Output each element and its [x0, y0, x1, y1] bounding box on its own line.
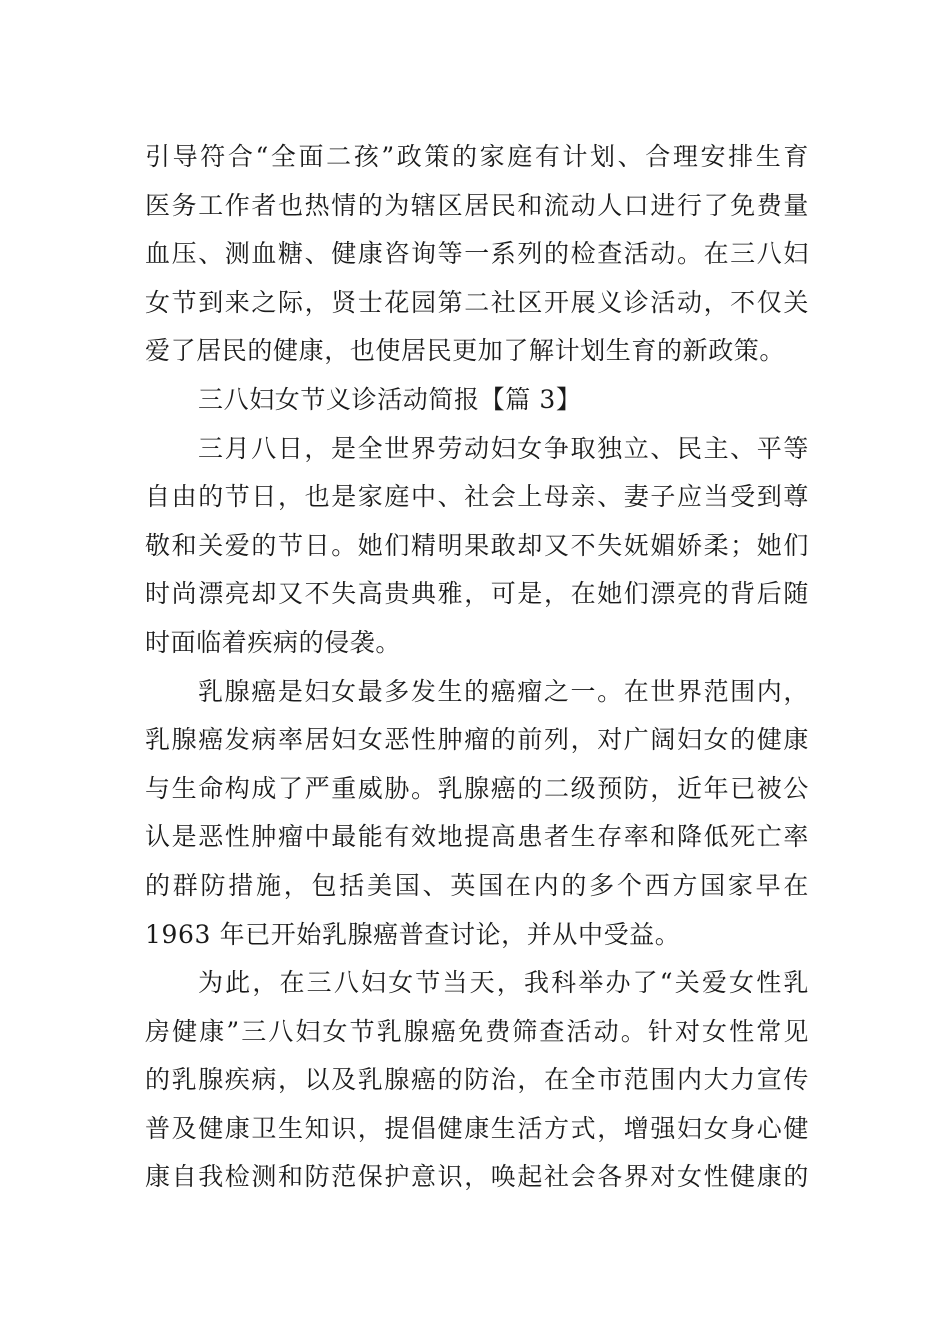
text-line: 1963 年已开始乳腺癌普查讨论，并从中受益。 — [145, 919, 681, 949]
text-line: 爱了居民的健康，也使居民更加了解计划生育的新政策。 — [145, 336, 786, 366]
text-line: 血压、测血糖、健康咨询等一系列的检查活动。在三八妇 — [145, 239, 809, 269]
text-line: 乳腺癌发病率居妇女恶性肿瘤的前列，对广阔妇女的健康 — [145, 725, 809, 755]
text-line: 乳腺癌是妇女最多发生的癌瘤之一。在世界范围内， — [198, 676, 809, 706]
text-line: 三月八日，是全世界劳动妇女争取独立、民主、平等 — [198, 433, 809, 463]
paragraph — [145, 425, 809, 668]
text-line: 的乳腺疾病，以及乳腺癌的防治，在全市范围内大力宣传 — [145, 1065, 809, 1095]
document-body — [145, 133, 809, 1202]
text-line: 自由的节日，也是家庭中、社会上母亲、妻子应当受到尊 — [145, 482, 809, 512]
paragraph-continuation — [145, 133, 809, 376]
paragraph — [145, 959, 809, 1202]
paragraph — [145, 668, 809, 960]
text-line: 认是恶性肿瘤中最能有效地提高患者生存率和降低死亡率 — [145, 822, 809, 852]
text-line: 为此，在三八妇女节当天，我科举办了“关爱女性乳 — [198, 968, 809, 998]
text-line: 普及健康卫生知识，提倡健康生活方式，增强妇女身心健 — [145, 1113, 809, 1143]
text-line: 与生命构成了严重威胁。乳腺癌的二级预防，近年已被公 — [145, 773, 809, 803]
text-line: 的群防措施，包括美国、英国在内的多个西方国家早在 — [145, 870, 809, 900]
section-heading: 三八妇女节义诊活动简报【篇 3】 — [198, 384, 582, 414]
text-line: 时尚漂亮却又不失高贵典雅，可是，在她们漂亮的背后随 — [145, 579, 809, 609]
text-line: 敬和关爱的节日。她们精明果敢却又不失妩媚娇柔；她们 — [145, 530, 809, 560]
text-line: 时面临着疾病的侵袭。 — [145, 627, 402, 657]
text-line: 房健康”三八妇女节乳腺癌免费筛查活动。针对女性常见 — [145, 1016, 809, 1046]
text-line: 引导符合“全面二孩”政策的家庭有计划、合理安排生育 — [145, 142, 809, 171]
text-line: 医务工作者也热情的为辖区居民和流动人口进行了免费量 — [145, 190, 809, 220]
text-line: 康自我检测和防范保护意识，唤起社会各界对女性健康的 — [145, 1162, 809, 1192]
text-line: 女节到来之际，贤士花园第二社区开展义诊活动，不仅关 — [145, 287, 809, 317]
